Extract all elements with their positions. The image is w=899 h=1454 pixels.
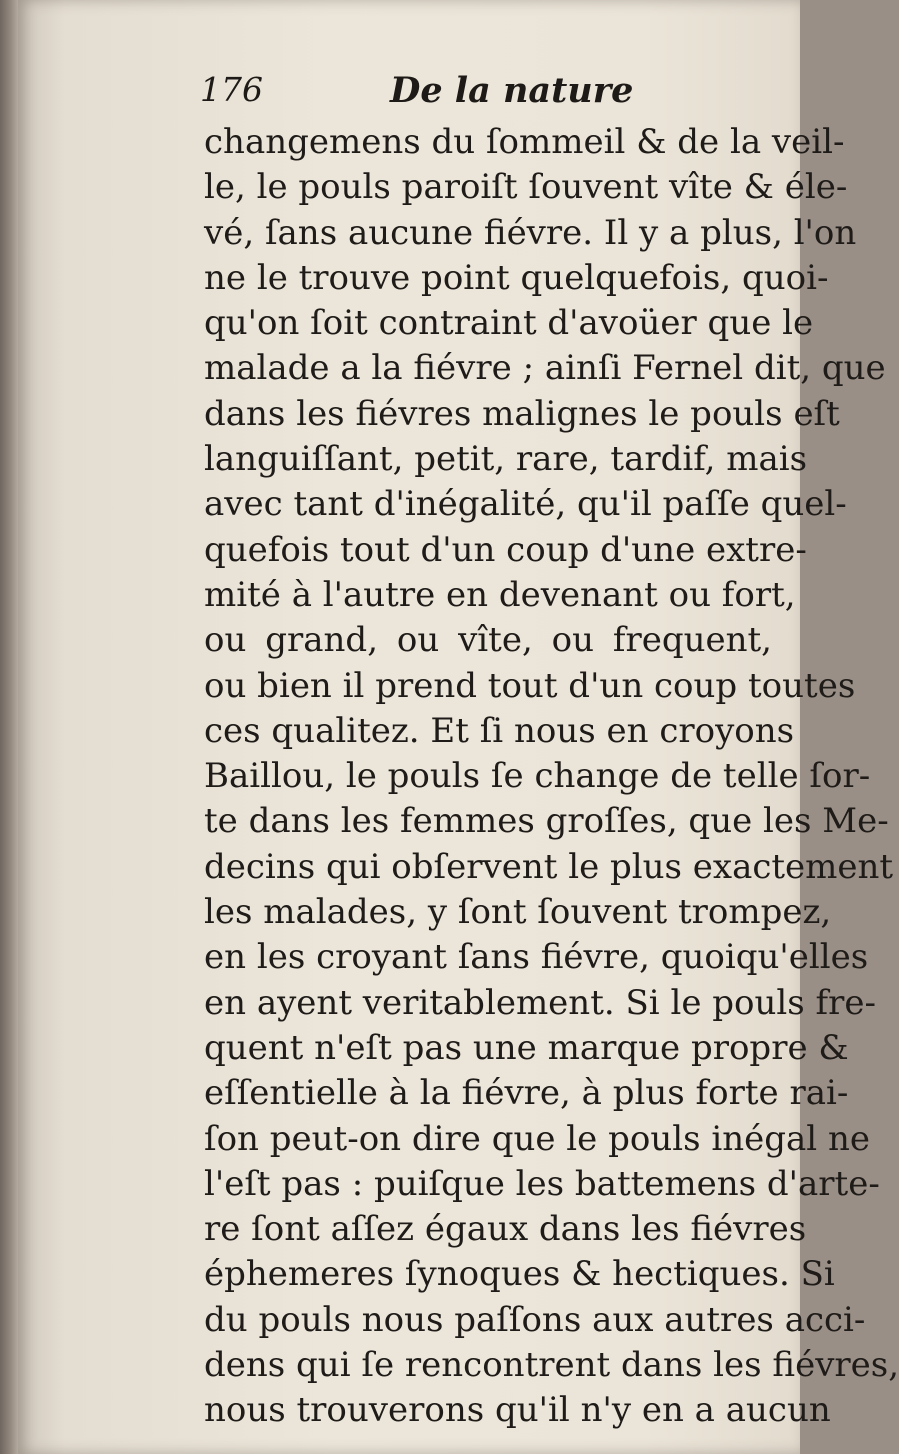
text-line: languiſſant, petit, rare, tardif, mais <box>204 439 808 480</box>
text-line: l'eſt pas : puiſque les battemens d'arte- <box>204 1163 880 1204</box>
page-header <box>200 70 760 120</box>
text-line: te dans les femmes groſſes, que les Me- <box>204 801 889 842</box>
text-line: quefois tout d'un coup d'une extre- <box>204 529 807 570</box>
text-line: nous trouverons qu'il n'y en a aucun <box>204 1390 831 1431</box>
text-line: avec tant d'inégalité, qu'il paſſe quel- <box>204 484 847 525</box>
text-line: en les croyant ſans fiévre, quoiqu'elles <box>204 937 869 978</box>
text-line: quent n'eſt pas une marque propre & <box>204 1027 849 1068</box>
text-line: les malades, y ſont ſouvent trompez, <box>204 892 832 933</box>
text-line: ſon peut-on dire que le pouls inégal ne <box>204 1118 870 1159</box>
text-line: ou grand, ou vîte, ou frequent, <box>204 620 772 661</box>
body-text <box>204 120 899 1434</box>
text-line: éphemeres ſynoques & hectiques. Si <box>204 1254 835 1295</box>
page-number: 176 <box>200 70 263 109</box>
text-line: Baillou, le pouls ſe change de telle ſor- <box>204 756 871 797</box>
text-line: decins qui obſervent le plus exactement <box>204 846 894 887</box>
text-line: dans les fiévres malignes le pouls eſt <box>204 393 840 434</box>
text-line: du pouls nous paſſons aux autres acci- <box>204 1299 866 1340</box>
text-line: le, le pouls paroiſt ſouvent vîte & éle- <box>204 167 848 208</box>
text-line: ou bien il prend tout d'un coup toutes <box>204 665 856 706</box>
text-line: malade a la fiévre ; ainſi Fernel dit, que <box>204 348 886 389</box>
text-line: vé, ſans aucune fiévre. Il y a plus, l'on <box>204 212 857 253</box>
text-line: ces qualitez. Et ſi nous en croyons <box>204 710 795 751</box>
text-line: dens qui ſe rencontrent dans les fiévres, <box>204 1345 899 1386</box>
text-line: en ayent veritablement. Si le pouls fre- <box>204 982 876 1023</box>
book-gutter-edge <box>0 0 18 1454</box>
text-line: eſſentielle à la fiévre, à plus forte rai- <box>204 1073 849 1114</box>
running-title: De la nature <box>390 70 634 111</box>
text-line: qu'on ſoit contraint d'avoüer que le <box>204 303 814 344</box>
text-line: changemens du ſommeil & de la veil- <box>204 122 845 162</box>
text-line: ne le trouve point quelquefois, quoi- <box>204 257 829 298</box>
text-line: mité à l'autre en devenant ou fort, <box>204 574 796 615</box>
text-line: re ſont aſſez égaux dans les fiévres <box>204 1209 807 1250</box>
